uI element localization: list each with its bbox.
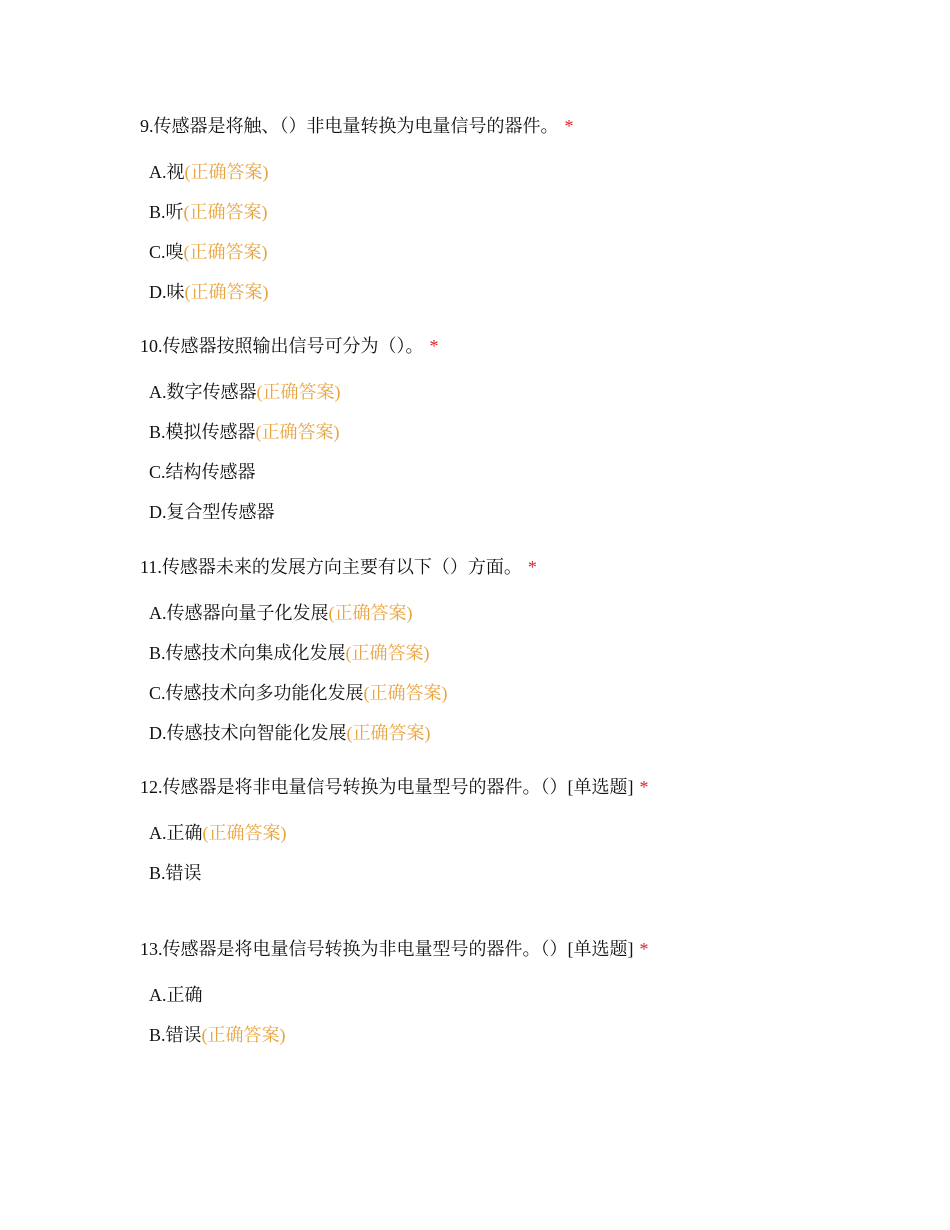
correct-answer-label: (正确答案) bbox=[346, 723, 431, 743]
question-title bbox=[140, 115, 900, 137]
option-d[interactable] bbox=[149, 722, 900, 744]
correct-answer-label: (正确答案) bbox=[363, 683, 448, 703]
option-text: B.错误 bbox=[149, 1025, 202, 1045]
correct-answer-label: (正确答案) bbox=[183, 202, 268, 222]
required-mark: * bbox=[527, 557, 537, 577]
option-list bbox=[140, 984, 900, 1046]
required-mark: * bbox=[639, 939, 649, 959]
correct-answer-label: (正确答案) bbox=[256, 382, 341, 402]
correct-answer-label: (正确答案) bbox=[184, 282, 269, 302]
option-c[interactable] bbox=[149, 461, 900, 483]
option-b[interactable] bbox=[149, 642, 900, 664]
option-list bbox=[140, 381, 900, 523]
option-text: C.嗅 bbox=[149, 242, 184, 262]
required-mark: * bbox=[564, 116, 574, 136]
option-text: B.模拟传感器 bbox=[149, 422, 256, 442]
correct-answer-label: (正确答案) bbox=[183, 242, 268, 262]
option-a[interactable] bbox=[149, 381, 900, 403]
question-text: 13.传感器是将电量信号转换为非电量型号的器件。（）[单选题] bbox=[140, 939, 634, 959]
option-b[interactable] bbox=[149, 201, 900, 223]
question-text: 9.传感器是将触、（）非电量转换为电量信号的器件。 bbox=[140, 116, 559, 136]
option-text: C.传感技术向多功能化发展 bbox=[149, 683, 364, 703]
option-text: B.传感技术向集成化发展 bbox=[149, 643, 346, 663]
option-c[interactable] bbox=[149, 241, 900, 263]
option-list bbox=[140, 822, 900, 884]
question-11 bbox=[140, 556, 900, 762]
option-text: A.正确 bbox=[149, 985, 203, 1005]
option-text: B.听 bbox=[149, 202, 184, 222]
required-mark: * bbox=[429, 336, 439, 356]
question-13 bbox=[140, 938, 900, 1064]
option-text: A.数字传感器 bbox=[149, 382, 257, 402]
option-b[interactable] bbox=[149, 862, 900, 884]
question-title bbox=[140, 556, 900, 578]
correct-answer-label: (正确答案) bbox=[255, 422, 340, 442]
option-text: D.复合型传感器 bbox=[149, 502, 275, 522]
question-text: 10.传感器按照输出信号可分为（）。 bbox=[140, 336, 424, 356]
option-b[interactable] bbox=[149, 421, 900, 443]
question-text: 11.传感器未来的发展方向主要有以下（）方面。 bbox=[140, 557, 522, 577]
option-d[interactable] bbox=[149, 501, 900, 523]
option-b[interactable] bbox=[149, 1024, 900, 1046]
option-d[interactable] bbox=[149, 281, 900, 303]
correct-answer-label: (正确答案) bbox=[184, 162, 269, 182]
option-text: D.传感技术向智能化发展 bbox=[149, 723, 347, 743]
correct-answer-label: (正确答案) bbox=[202, 823, 287, 843]
option-a[interactable] bbox=[149, 602, 900, 624]
option-c[interactable] bbox=[149, 682, 900, 704]
option-a[interactable] bbox=[149, 822, 900, 844]
option-list bbox=[140, 161, 900, 303]
question-title bbox=[140, 776, 900, 798]
option-text: A.正确 bbox=[149, 823, 203, 843]
option-text: A.传感器向量子化发展 bbox=[149, 603, 329, 623]
question-title bbox=[140, 335, 900, 357]
question-title bbox=[140, 938, 900, 960]
option-text: B.错误 bbox=[149, 863, 202, 883]
question-10 bbox=[140, 335, 900, 541]
option-a[interactable] bbox=[149, 161, 900, 183]
option-text: A.视 bbox=[149, 162, 185, 182]
option-text: C.结构传感器 bbox=[149, 462, 256, 482]
question-9 bbox=[140, 115, 900, 321]
correct-answer-label: (正确答案) bbox=[201, 1025, 286, 1045]
option-text: D.味 bbox=[149, 282, 185, 302]
correct-answer-label: (正确答案) bbox=[328, 603, 413, 623]
option-a[interactable] bbox=[149, 984, 900, 1006]
required-mark: * bbox=[639, 777, 649, 797]
question-text: 12.传感器是将非电量信号转换为电量型号的器件。（）[单选题] bbox=[140, 777, 634, 797]
option-list bbox=[140, 602, 900, 744]
question-12 bbox=[140, 776, 900, 902]
correct-answer-label: (正确答案) bbox=[345, 643, 430, 663]
